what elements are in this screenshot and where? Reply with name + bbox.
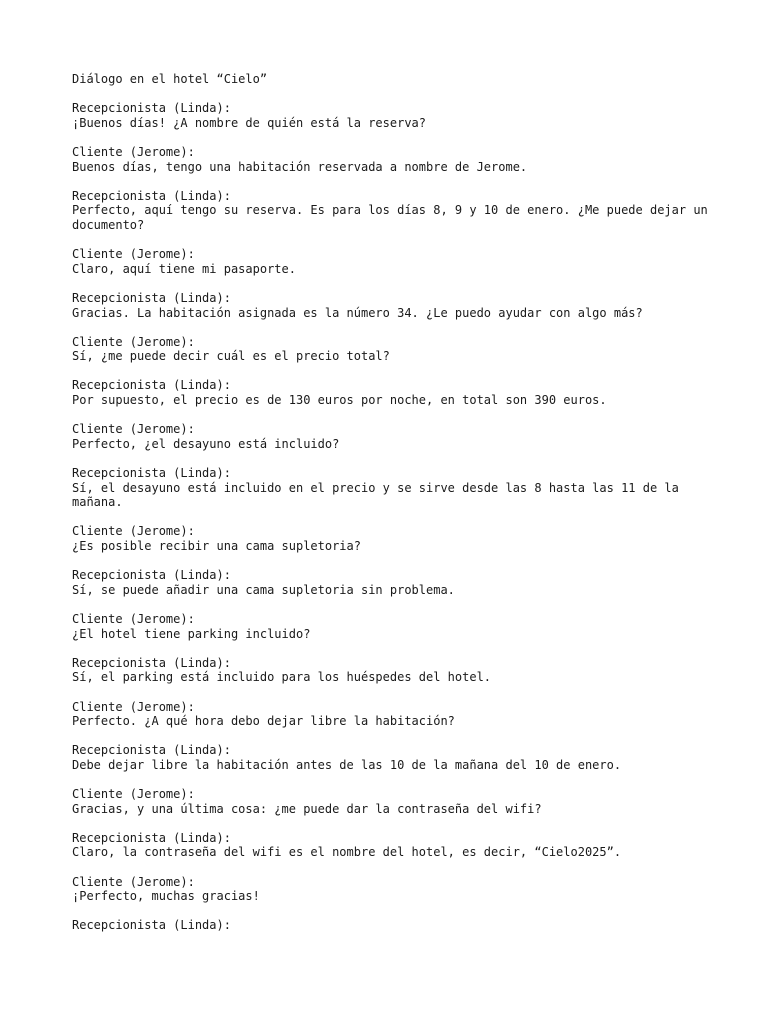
dialogue-line: ¡Buenos días! ¿A nombre de quién está la reserva? [72,115,427,130]
dialogue-turn [72,378,712,407]
dialogue-turn [72,700,712,729]
dialogue-line: Buenos días, tengo una habitación reservada a nombre de Jerome. [72,159,528,174]
dialogue-turn [72,145,712,174]
speaker-label: Recepcionista (Linda): [72,568,231,583]
dialogue-line: Sí, el desayuno está incluido en el precio y se sirve desde las 8 hasta las 11 de la mañana. [72,480,687,510]
dialogue-turn [72,291,712,320]
dialogue-turn [72,101,712,130]
speaker-label: Recepcionista (Linda): [72,830,231,845]
dialogue-line: Sí, se puede añadir una cama supletoria sin problema. [72,582,455,597]
dialogue-line: Perfecto, aquí tengo su reserva. Es para los días 8, 9 y 10 de enero. ¿Me puede dejar un documento? [72,203,715,232]
dialogue-line: Por supuesto, el precio es de 130 euros por noche, en total son 390 euros. [72,393,607,408]
dialogue-turn [72,335,712,364]
dialogue-turn [72,247,712,276]
speaker-label: Cliente (Jerome): [72,611,195,626]
speaker-label: Recepcionista (Linda): [72,466,231,481]
speaker-label: Recepcionista (Linda): [72,655,231,670]
dialogue-turn [72,875,712,904]
dialogue-turn [72,831,712,860]
speaker-label: Cliente (Jerome): [72,524,195,539]
dialogue-line: Perfecto. ¿A qué hora debo dejar libre la habitación? [72,714,455,729]
dialogue-line: Gracias. La habitación asignada es la número 34. ¿Le puedo ayudar con algo más? [72,305,643,320]
dialogue-turn [72,743,712,772]
speaker-label: Cliente (Jerome): [72,787,195,802]
speaker-label: Cliente (Jerome): [72,422,195,437]
dialogue-turn [72,787,712,816]
dialogue-turn [72,466,712,510]
dialogue-line: ¡Perfecto, muchas gracias! [72,889,260,904]
document-page [72,72,715,948]
dialogue-line: Sí, el parking está incluido para los huéspedes del hotel. [72,670,492,685]
speaker-label: Recepcionista (Linda): [72,918,231,933]
speaker-label: Recepcionista (Linda): [72,101,231,116]
document-title: Diálogo en el hotel “Cielo” [72,72,268,86]
dialogue-turn [72,568,712,597]
dialogue-turn [72,612,712,641]
dialogue-turn [72,656,712,685]
speaker-label: Recepcionista (Linda): [72,378,231,393]
speaker-label: Cliente (Jerome): [72,874,195,889]
speaker-label: Cliente (Jerome): [72,144,195,159]
dialogue-line: Perfecto, ¿el desayuno está incluido? [72,436,340,451]
dialogue-line: ¿El hotel tiene parking incluido? [72,626,311,641]
dialogue-turn [72,422,712,451]
dialogue-line: Gracias, y una última cosa: ¿me puede dar la contraseña del wifi? [72,801,542,816]
dialogue-line: Sí, ¿me puede decir cuál es el precio total? [72,349,390,364]
speaker-label: Recepcionista (Linda): [72,743,231,758]
dialogue-turn [72,524,712,553]
dialogue-turn [72,188,715,233]
dialogue-line: ¿Es posible recibir una cama supletoria? [72,539,361,553]
speaker-label: Cliente (Jerome): [72,699,195,714]
dialogue-turn [72,918,712,933]
dialogue-line: Debe dejar libre la habitación antes de las 10 de la mañana del 10 de enero. [72,757,622,772]
speaker-label: Cliente (Jerome): [72,247,195,262]
speaker-label: Recepcionista (Linda): [72,188,231,203]
dialogue-line: Claro, la contraseña del wifi es el nombre del hotel, es decir, “Cielo2025”. [72,845,622,860]
speaker-label: Cliente (Jerome): [72,334,195,349]
dialogue-line: Claro, aquí tiene mi pasaporte. [72,261,296,276]
speaker-label: Recepcionista (Linda): [72,290,231,305]
